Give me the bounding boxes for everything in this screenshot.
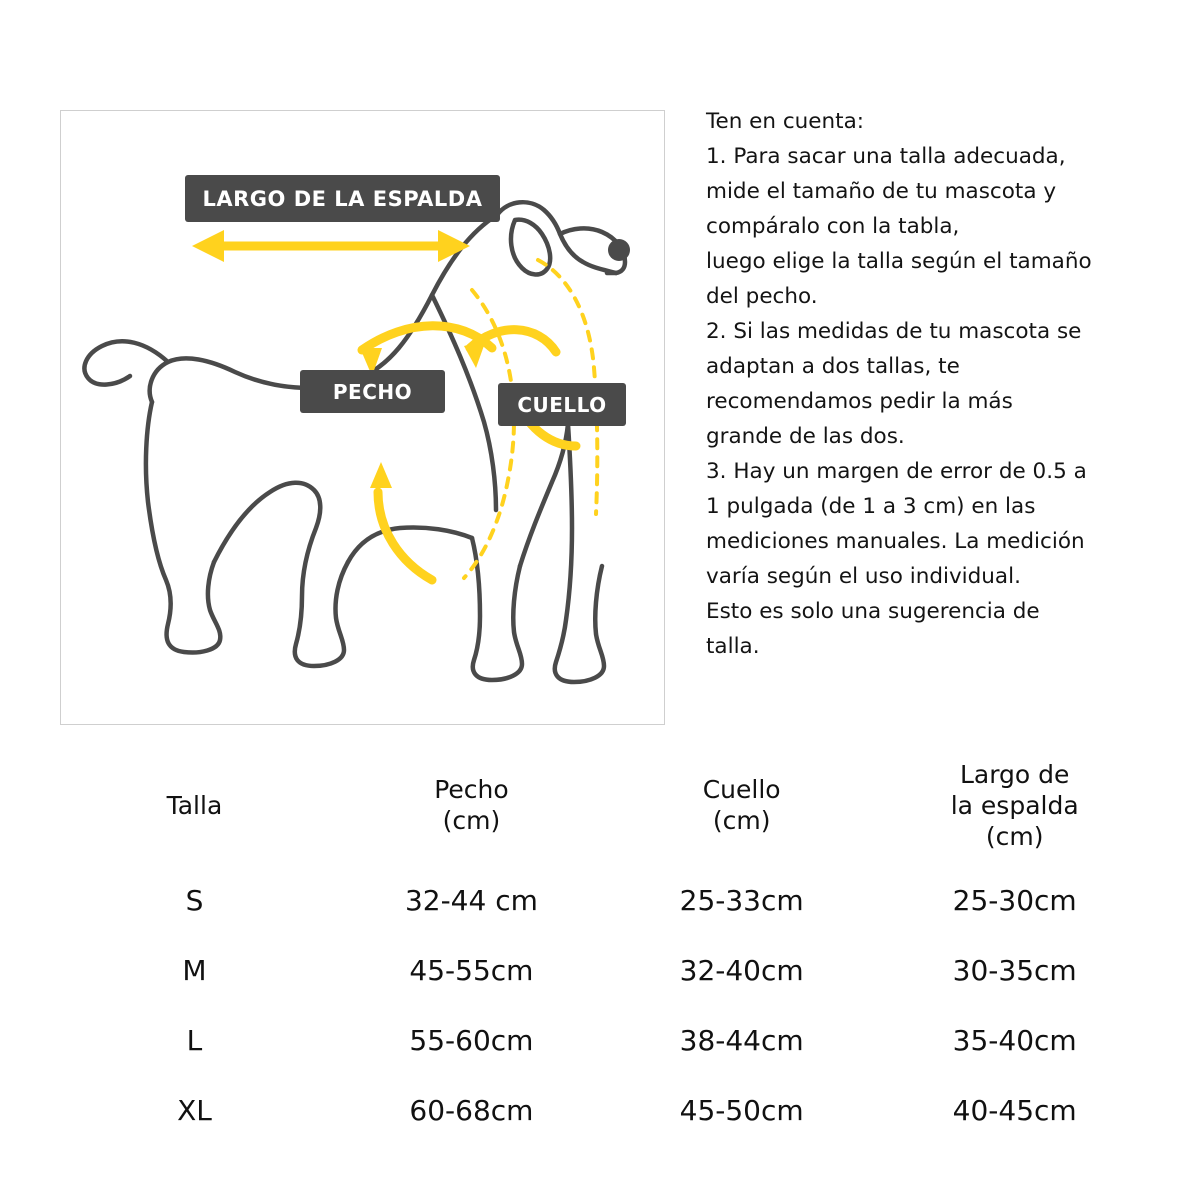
cell-back: 35-40cm [952, 1023, 1077, 1057]
instructions-block [706, 104, 1176, 664]
cell-chest: 32-44 cm [404, 883, 538, 917]
notes-line-6: 2. Si las medidas de tu mascota se [706, 319, 1082, 344]
cell-size: L [186, 1023, 203, 1057]
notes-line-10: 3. Hay un margen de error de 0.5 a [706, 459, 1087, 484]
table-row [55, 865, 1155, 935]
notes-line-12: mediciones manuales. La medición [706, 529, 1085, 554]
header-back-length [874, 745, 1155, 865]
notes-line-7: adaptan a dos tallas, te [706, 354, 960, 379]
cell-chest: 55-60cm [409, 1023, 534, 1057]
header-chest-line1: Pecho [434, 775, 509, 804]
table-row [55, 935, 1155, 1005]
label-neck: CUELLO [498, 383, 626, 426]
header-back-line1: Largo de [959, 759, 1070, 789]
cell-chest: 45-55cm [409, 953, 534, 987]
size-table [55, 745, 1155, 1145]
cell-neck: 38-44cm [679, 1023, 804, 1057]
notes-line-9: grande de las dos. [706, 424, 905, 449]
cell-neck: 25-33cm [679, 883, 804, 917]
header-neck-line1: Cuello [702, 775, 781, 804]
notes-title: Ten en cuenta: [706, 109, 865, 134]
cell-size: M [182, 953, 207, 987]
notes-line-14: Esto es solo una sugerencia de [706, 599, 1040, 624]
table-row [55, 1005, 1155, 1075]
label-chest: PECHO [300, 370, 445, 413]
notes-line-2: mide el tamaño de tu mascota y [706, 179, 1057, 204]
notes-line-8: recomendamos pedir la más [706, 389, 1013, 414]
notes-line-3: compáralo con la tabla, [706, 214, 960, 239]
header-neck-line2: (cm) [712, 806, 771, 835]
notes-line-11: 1 pulgada (de 1 a 3 cm) en las [706, 494, 1036, 519]
notes-line-4: luego elige la talla según el tamaño [706, 249, 1092, 274]
notes-line-15: talla. [706, 634, 760, 659]
header-chest-line2: (cm) [442, 806, 501, 835]
notes-line-5: del pecho. [706, 284, 818, 309]
header-size: Talla [166, 790, 223, 820]
header-back-line2: la espalda [950, 790, 1079, 820]
header-chest [334, 745, 609, 865]
notes-line-1: 1. Para sacar una talla adecuada, [706, 144, 1066, 169]
size-table-section [55, 745, 1155, 1165]
cell-back: 30-35cm [952, 953, 1077, 987]
notes-line-13: varía según el uso individual. [706, 564, 1021, 589]
table-row [55, 1075, 1155, 1145]
table-header-row [55, 745, 1155, 865]
label-back-length: LARGO DE LA ESPALDA [185, 175, 500, 222]
cell-back: 40-45cm [952, 1093, 1077, 1127]
cell-neck: 45-50cm [679, 1093, 804, 1127]
header-back-line3: (cm) [985, 821, 1044, 851]
header-neck [609, 745, 874, 865]
cell-size: S [185, 883, 204, 917]
cell-neck: 32-40cm [679, 953, 804, 987]
cell-size: XL [177, 1093, 212, 1127]
cell-back: 25-30cm [952, 883, 1077, 917]
cell-chest: 60-68cm [409, 1093, 534, 1127]
